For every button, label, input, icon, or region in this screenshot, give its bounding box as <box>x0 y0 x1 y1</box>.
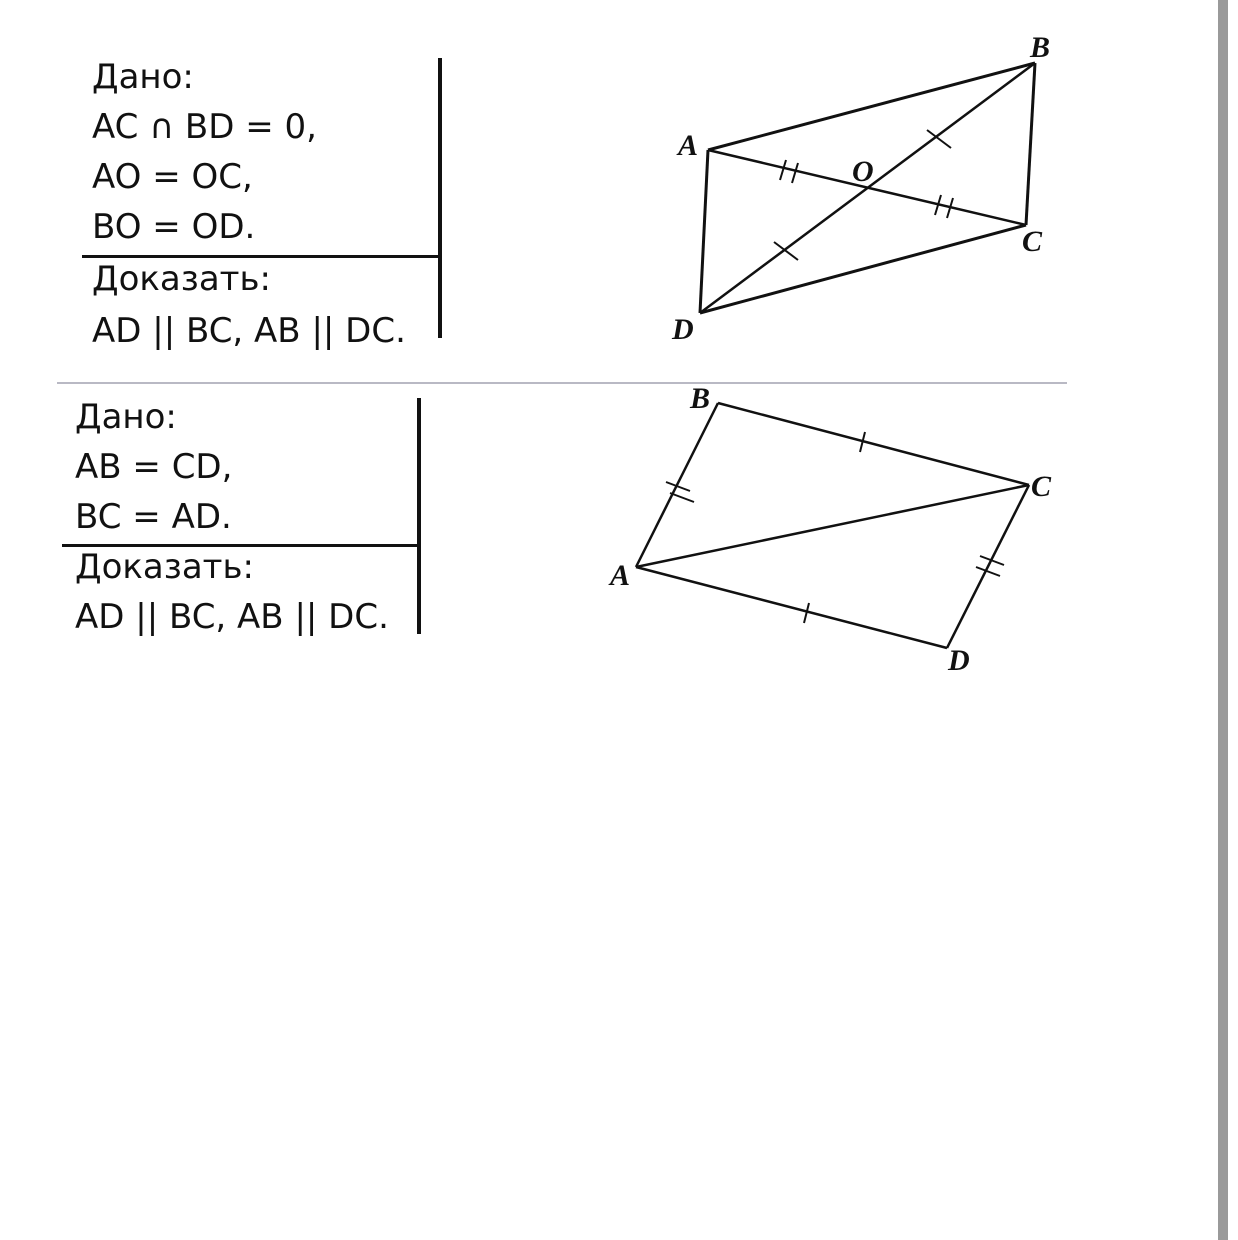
fig2-side-cd <box>947 485 1029 648</box>
fig1-label-d: D <box>672 313 694 346</box>
fig2-diagonal-ac <box>636 485 1029 567</box>
p1-given-line-1: AC ∩ BD = 0, <box>92 107 317 147</box>
fig1-side-cd <box>700 225 1026 313</box>
fig2-label-d: D <box>948 644 970 677</box>
fig1-side-ab <box>708 63 1035 150</box>
p1-given-line-3: BO = OD. <box>92 207 256 247</box>
fig1-tick-ao-2 <box>792 163 798 183</box>
p2-given-line-2: BC = AD. <box>75 497 232 537</box>
p1-given-heading: Дано: <box>92 57 194 97</box>
fig2-side-da <box>636 567 947 648</box>
p2-prove-heading: Доказать: <box>75 547 254 587</box>
fig2-side-bc <box>718 403 1029 485</box>
p1-given-line-2: AO = OC, <box>92 157 253 197</box>
fig2-label-a: A <box>610 559 631 592</box>
p1-prove-line: AD || BC, AB || DC. <box>92 311 406 351</box>
fig1-label-c: C <box>1022 225 1043 258</box>
fig1-label-o: O <box>852 155 874 188</box>
fig1-tick-od <box>774 242 798 260</box>
figure1-parallelogram <box>671 31 1050 346</box>
fig1-side-da <box>700 150 708 313</box>
fig2-label-b: B <box>690 382 711 415</box>
fig2-tick-ab-2 <box>670 493 694 502</box>
fig2-label-c: C <box>1031 470 1052 503</box>
figure2-quadrilateral <box>608 382 1052 677</box>
fig1-diagonal-bd <box>700 63 1035 313</box>
fig1-label-b: B <box>1030 31 1051 64</box>
fig1-tick-ao-1 <box>780 160 786 180</box>
fig1-side-bc <box>1026 63 1035 225</box>
p2-prove-line: AD || BC, AB || DC. <box>75 597 389 637</box>
p1-prove-heading: Доказать: <box>92 259 271 299</box>
p2-given-line-1: AB = CD, <box>75 447 233 487</box>
fig1-tick-bo <box>927 130 951 148</box>
p2-given-heading: Дано: <box>75 397 177 437</box>
fig1-label-a: A <box>678 129 699 162</box>
fig2-side-ab <box>636 403 718 567</box>
